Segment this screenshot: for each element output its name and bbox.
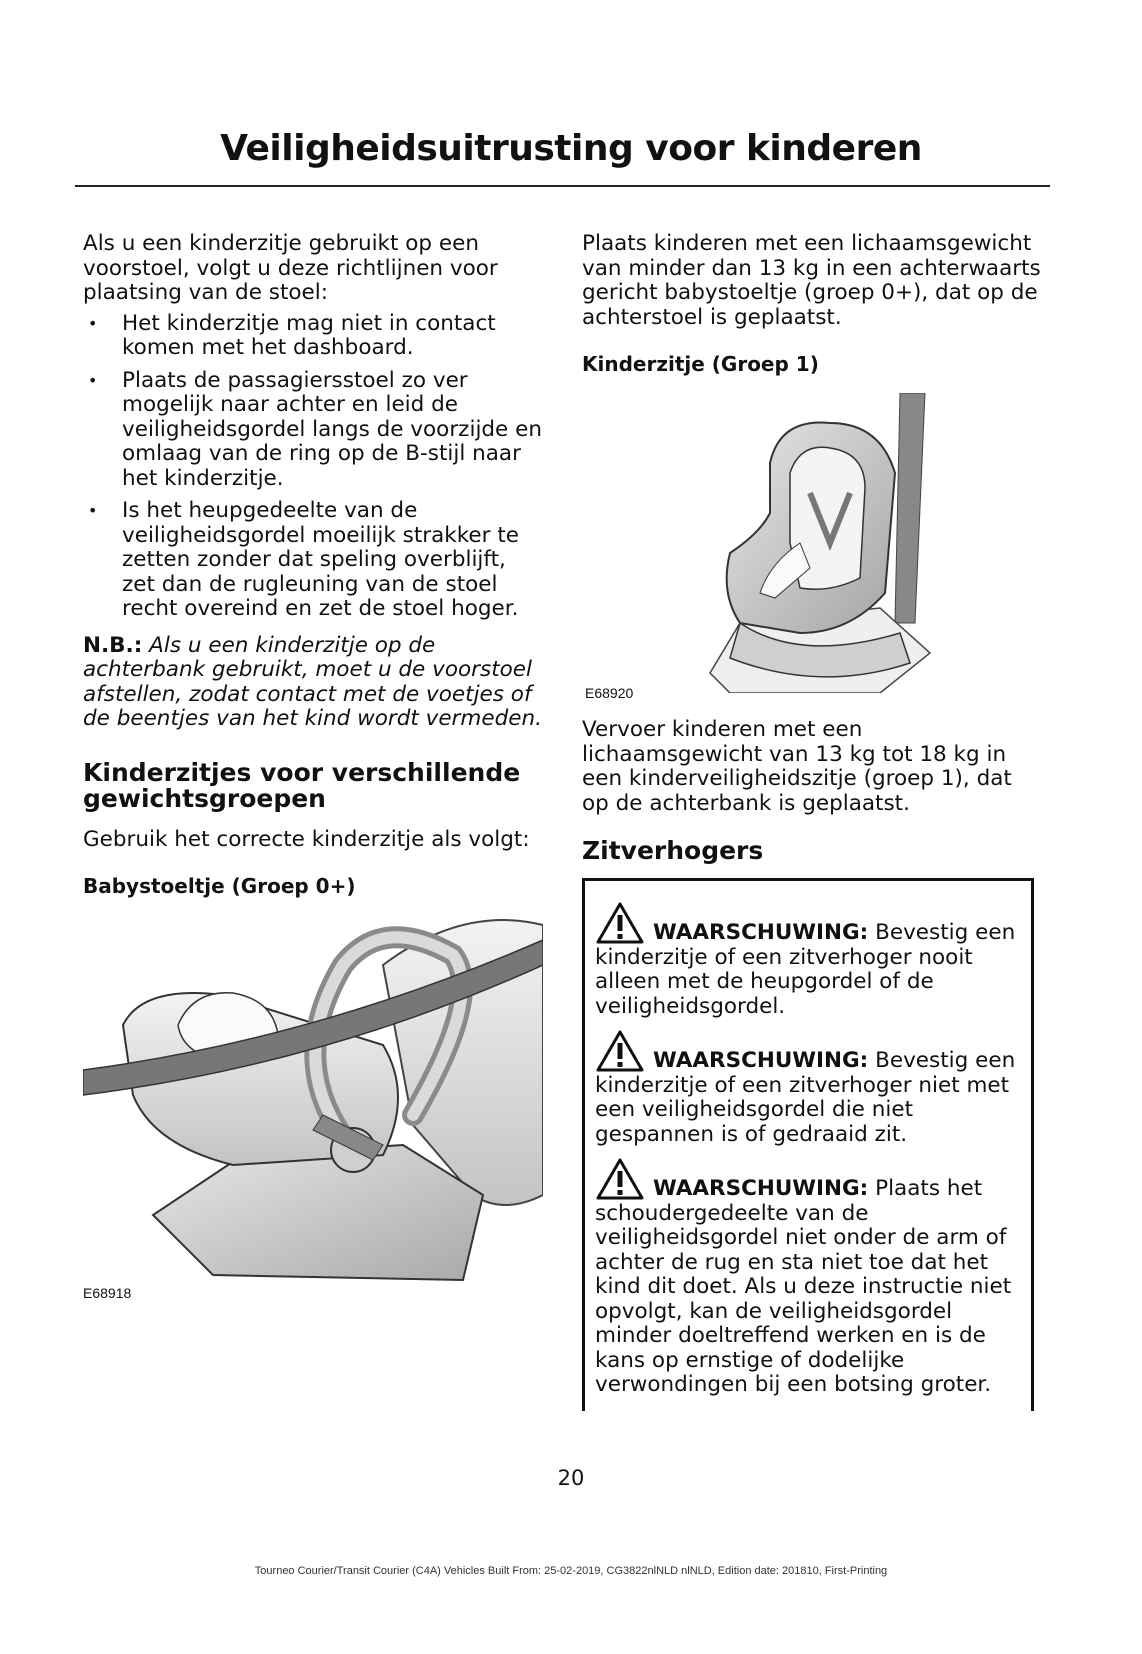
group1-paragraph: Vervoer kinderen met een lichaamsgewicht van 13 kg tot 18 kg in een kinderveiligheidszitje (groep 1), dat op de achterbank is geplaatst.	[582, 717, 1012, 816]
warning-label: WAARSCHUWING:	[653, 1048, 869, 1073]
list-item: • Plaats de passagiersstoel zo ver mogelijk naar achter en leid de veiligheidsgordel langs de voorzijde en omlaag van de ring op de B-stijl naar het kinderzitje.	[83, 369, 543, 492]
subheading-baby-seat: Babystoeltje (Groep 0+)	[83, 874, 356, 898]
warning-label: WAARSCHUWING:	[653, 1176, 869, 1201]
note-paragraph	[83, 634, 543, 732]
warning-triangle-icon	[595, 1029, 645, 1073]
warning-1	[595, 921, 1025, 1019]
warning-2	[595, 1049, 1025, 1147]
section-heading-weight-groups: Kinderzitjes voor verschillende gewichtsgroepen	[83, 757, 521, 813]
image-reference-e68920: E68920	[585, 685, 634, 701]
warning-3	[595, 1177, 1025, 1398]
section-heading-boosters: Zitverhogers	[582, 836, 764, 865]
title-divider	[75, 185, 1050, 187]
warning-box	[582, 878, 1034, 1411]
section-intro: Gebruik het correcte kinderzitje als volgt:	[83, 826, 530, 852]
warning-triangle-icon	[595, 901, 645, 945]
right-column-lower	[582, 718, 1042, 864]
footer: Tourneo Courier/Transit Courier (C4A) Vehicles Built From: 25-02-2019, CG3822nlNLD nlNLD, Edition date: 201810, First-Printing	[254, 1565, 888, 1577]
warning-text: Bevestig een kinderzitje of een zitverhoger nooit alleen met de heupgordel of de veiligheidsgordel.	[595, 920, 1016, 1019]
page-title: Veiligheidsuitrusting voor kinderen	[220, 128, 922, 169]
right-intro: Plaats kinderen met een lichaamsgewicht van minder dan 13 kg in een achterwaarts gericht babystoeltje (groep 0+), dat op de achterstoel is geplaatst.	[582, 231, 1041, 330]
right-column	[582, 232, 1042, 377]
warning-label: WAARSCHUWING:	[653, 920, 869, 945]
baby-seat-illustration	[83, 895, 543, 1295]
note-label: N.B.:	[83, 632, 143, 658]
subheading-child-seat-group1: Kinderzitje (Groep 1)	[582, 352, 819, 376]
warning-text: Bevestig een kinderzitje of een zitverhoger niet met een veiligheidsgordel die niet gespannen is of gedraaid zit.	[595, 1048, 1016, 1147]
note-text: Als u een kinderzitje op de achterbank gebruikt, moet u de voorstoel afstellen, zodat contact met de voetjes of de beentjes van het kind wordt vermeden.	[83, 632, 542, 731]
image-reference-e68918: E68918	[83, 1285, 132, 1301]
page-number: 20	[557, 1466, 585, 1490]
warning-text: Plaats het schoudergedeelte van de veiligheidsgordel niet onder de arm of achter de rug en sta niet toe dat het kind dit doet. Als u deze instructie niet opvolgt, kan de veiligheidsgordel minder doeltreffend werken en is de kans op ernstige of dodelijke verwondingen bij een botsing groter.	[595, 1176, 1012, 1397]
warning-triangle-icon	[595, 1157, 645, 1201]
list-item: • Is het heupgedeelte van de veiligheidsgordel moeilijk strakker te zetten zonder dat speling overblijft, zet dan de rugleuning van de stoel recht overeind en zet de stoel hoger.	[83, 499, 543, 622]
list-item: • Het kinderzitje mag niet in contact komen met het dashboard.	[83, 312, 543, 361]
left-intro: Als u een kinderzitje gebruikt op een voorstoel, volgt u deze richtlijnen voor plaatsing van de stoel:	[83, 231, 498, 305]
placement-guidelines-list	[83, 312, 543, 622]
left-column	[83, 232, 543, 899]
child-seat-illustration	[700, 393, 950, 693]
